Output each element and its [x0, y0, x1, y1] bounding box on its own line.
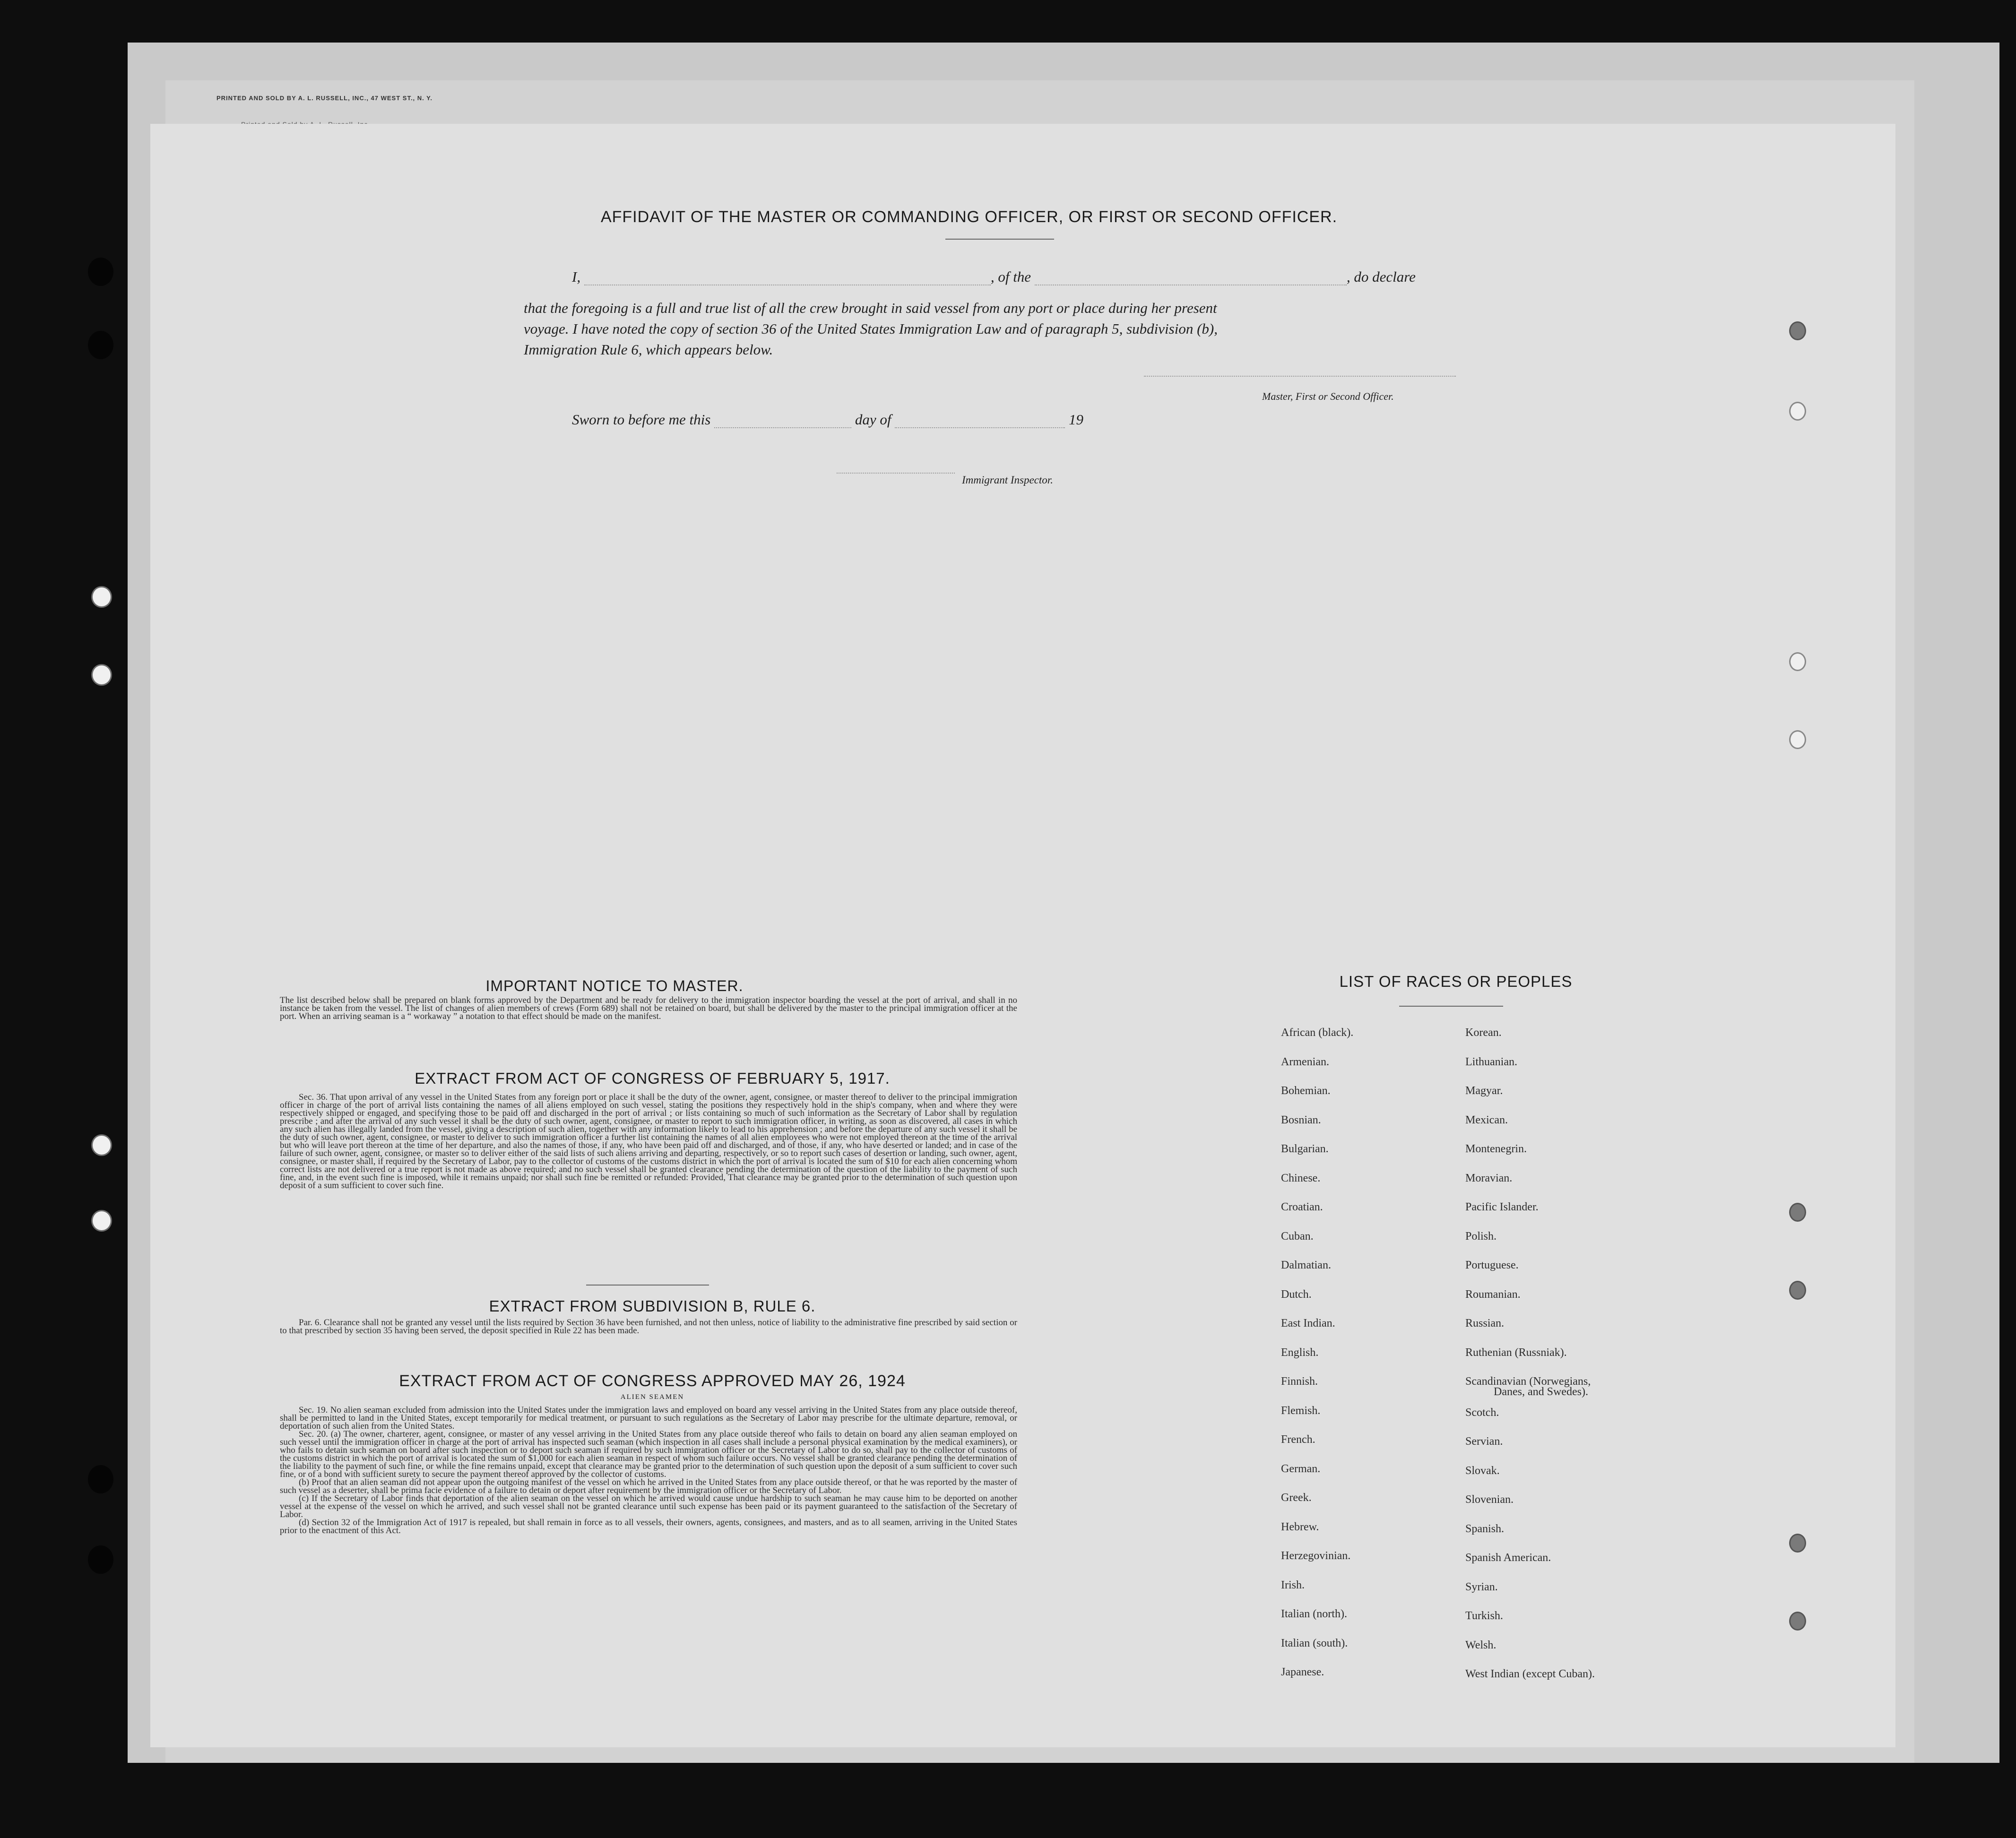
race-item: Dutch. — [1281, 1288, 1312, 1301]
affidavit-title: AFFIDAVIT OF THE MASTER OR COMMANDING OFFICER, OR FIRST OR SECOND OFFICER. — [600, 208, 1338, 226]
sworn-prefix: Sworn to before me this — [572, 411, 711, 428]
race-item: Russian. — [1465, 1317, 1505, 1329]
race-item: Slovenian. — [1465, 1493, 1514, 1506]
race-item: Armenian. — [1281, 1055, 1329, 1068]
races-right-column — [1465, 1018, 1683, 1689]
race-item: Scotch. — [1465, 1406, 1499, 1419]
sworn-line — [572, 411, 1083, 428]
race-item: Dalmatian. — [1281, 1259, 1331, 1271]
punch-hole — [88, 1545, 113, 1574]
affidavit-declare: , do declare — [1346, 268, 1416, 285]
race-item: French. — [1281, 1433, 1315, 1446]
race-item: Slovak. — [1465, 1464, 1500, 1477]
punch-hole — [1789, 1203, 1806, 1222]
race-item: Spanish. — [1465, 1522, 1505, 1535]
printer-imprint: PRINTED AND SOLD BY A. L. RUSSELL, INC., 47 WEST ST., N. Y. — [216, 95, 433, 102]
race-item: Hebrew. — [1281, 1520, 1319, 1533]
race-item: Spanish American. — [1465, 1552, 1551, 1564]
race-item: German. — [1281, 1462, 1321, 1475]
races-left-column — [1281, 1018, 1451, 1687]
races-title: LIST OF RACES OR PEOPLES — [1339, 973, 1573, 990]
affidavit-line4: Immigration Rule 6, which appears below. — [524, 341, 773, 358]
race-item-continuation: Danes, and Swedes). — [1494, 1385, 1588, 1398]
notice-text: The list described below shall be prepared on blank forms approved by the Department and be ready for delivery to the immigration inspector boarding the vessel at the port of arrival, and shall in no instance be taken from the vessel. The list of changes of alien members of crews (Form 689) shall not be retained on board, but shall be delivered by the master to the principal immigration officer at the port. When an arriving seaman is a “ workaway ” a notation to that effect should be made on the manifest. — [280, 995, 1017, 1021]
signature-field[interactable] — [1144, 376, 1456, 377]
race-item: Turkish. — [1465, 1610, 1503, 1622]
extract-1924-body — [280, 1406, 1017, 1535]
race-item: Roumanian. — [1465, 1288, 1521, 1301]
punch-hole — [1789, 1612, 1806, 1631]
race-item: East Indian. — [1281, 1317, 1335, 1329]
punch-hole — [88, 1465, 113, 1493]
subdivision-text: Par. 6. Clearance shall not be granted any vessel until the lists required by Section 36 have been furnished, and not then unless, notice of liability to the administrative fine prescribed by said section or to that prescribed by section 35 having been served, the deposit specified in Rule 22 has been made. — [280, 1318, 1017, 1336]
race-item: Polish. — [1465, 1230, 1497, 1243]
race-item: Ruthenian (Russniak). — [1465, 1346, 1567, 1359]
extract-1917-title: EXTRACT FROM ACT OF CONGRESS OF FEBRUARY 5, 1917. — [415, 1070, 890, 1087]
race-item: Bosnian. — [1281, 1113, 1321, 1126]
punch-hole — [88, 331, 113, 359]
signature-label: Master, First or Second Officer. — [1262, 390, 1394, 402]
race-item: Bulgarian. — [1281, 1143, 1329, 1155]
inspector-label: Immigrant Inspector. — [962, 474, 1053, 486]
extract-1917-text: Sec. 36. That upon arrival of any vessel in the United States from any foreign port or place it shall be the duty of the owner, agent, consignee, or master thereof to deliver to the principal immigration officer in charge of the port of arrival lists containing the names of all aliens employed on such vessel, stating the positions they respectively hold in the ship's company, when and where they were respectively shipped or engaged, and specifying those to be paid off and discharged in the port of arrival ; or lists containing so much of such information as the Secretary of Labor shall by regulation prescribe ; and after the arrival of any such vessel it shall be the duty of such owner, agent, consignee, or master to report to such immigration officer, in writing, as soon as discovered, all cases in which any such alien has illegally landed from the vessel, giving a description of such alien, together with any information likely to lead to his apprehension ; and before the departure of any such vessel it shall be the duty of such owner, agent, consignee, or master to deliver to such immigration officer a further list containing the names of all alien employees who were not employed thereon at the time of the arrival but who will leave port thereon at the time of her departure, and also the names of those, if any, who have been paid off and discharged, and of those, if any, who have deserted or landed; and in case of the failure of such owner, agent, consignee, or master so to deliver either of the said lists of such aliens arriving and departing, respectively, or so to report such cases of desertion or landing, such owner, agent, consignee, or master shall, if required by the Secretary of Labor, pay to the collector of customs of the customs district in which the port of arrival is located the sum of $10 for each alien concerning whom correct lists are not delivered or a true report is not made as above required; and no such vessel shall be granted clearance pending the determination of the question of the liability to the payment of such fine, and, in the event such fine is imposed, while it remains unpaid; nor shall such fine be remitted or refunded: Provided, That clearance may be granted prior to the determination of such question upon deposit of a sum sufficient to cover such fine. — [280, 1092, 1017, 1191]
race-item: Mexican. — [1465, 1113, 1508, 1126]
race-item: Korean. — [1465, 1027, 1502, 1039]
punch-hole — [91, 1134, 112, 1156]
race-item: Moravian. — [1465, 1172, 1513, 1184]
divider — [1399, 1006, 1503, 1007]
race-item: Servian. — [1465, 1435, 1503, 1448]
punch-hole — [91, 586, 112, 608]
sworn-year: 19 — [1068, 411, 1083, 428]
race-item: Magyar. — [1465, 1085, 1503, 1097]
race-item: Chinese. — [1281, 1172, 1321, 1184]
race-item: Flemish. — [1281, 1404, 1321, 1417]
punch-hole — [1789, 1281, 1806, 1300]
punch-hole — [1789, 730, 1806, 749]
affidavit-of-the: , of the — [990, 268, 1031, 285]
race-item: Welsh. — [1465, 1639, 1497, 1651]
affidavit-body — [524, 298, 1479, 360]
affidavit-line2: that the foregoing is a full and true list of all the crew brought in said vessel from any port or place during her present — [524, 300, 1217, 316]
affidavit-line3: voyage. I have noted the copy of section 36 of the United States Immigration Law and of paragraph 5, subdivision (b), — [524, 320, 1218, 337]
sworn-month-field[interactable] — [895, 427, 1065, 428]
race-item: Scandinavian (Norwegians, Danes, and Swedes). — [1465, 1367, 1683, 1398]
race-item: Finnish. — [1281, 1375, 1318, 1388]
race-item: Herzegovinian. — [1281, 1550, 1351, 1562]
race-item: Italian (north). — [1281, 1608, 1347, 1620]
race-item: Greek. — [1281, 1492, 1312, 1504]
race-item: Pacific Islander. — [1465, 1201, 1539, 1213]
race-item: Montenegrin. — [1465, 1143, 1527, 1155]
race-item: English. — [1281, 1346, 1319, 1359]
sworn-day-of: day of — [855, 411, 891, 428]
punch-hole — [91, 1210, 112, 1232]
extract-1924-subtitle: ALIEN SEAMEN — [620, 1393, 684, 1401]
affidavit-i: I, — [572, 268, 581, 285]
subdivision-title: EXTRACT FROM SUBDIVISION B, RULE 6. — [489, 1297, 816, 1315]
race-item: Croatian. — [1281, 1201, 1323, 1213]
race-item: African (black). — [1281, 1027, 1354, 1039]
race-item: Italian (south). — [1281, 1637, 1348, 1649]
sec19-text: Sec. 19. No alien seaman excluded from admission into the United States under the immigration laws and employed on board any vessel arriving in the United States from any place outside thereof, shall be permitted to land in the United States, except temporarily for medical treatment, or pursuant to such regulations as the Secretary of Labor may prescribe for the ultimate departure, removal, or deportation of such alien from the United States. — [280, 1405, 1017, 1431]
affidavit-line1 — [572, 268, 1442, 285]
race-item: Syrian. — [1465, 1580, 1498, 1593]
sec20d-text: (d) Section 32 of the Immigration Act of 1917 is repealed, but shall remain in force as to all vessels, their owners, agents, consignees, and masters, and as to all seamen, arriving in the United States prior to the enactment of this Act. — [280, 1518, 1017, 1536]
race-item: Bohemian. — [1281, 1085, 1331, 1097]
divider — [586, 1285, 709, 1286]
punch-hole — [91, 664, 112, 686]
race-item: Cuban. — [1281, 1230, 1314, 1243]
punch-hole — [88, 258, 113, 286]
inspector-signature-field[interactable] — [837, 473, 955, 474]
punch-hole — [1789, 1534, 1806, 1553]
punch-hole — [1789, 402, 1806, 421]
punch-hole — [1789, 321, 1806, 340]
race-item: Japanese. — [1281, 1666, 1324, 1678]
race-item: Portuguese. — [1465, 1259, 1519, 1271]
extract-1924-title: EXTRACT FROM ACT OF CONGRESS APPROVED MAY 26, 1924 — [399, 1372, 906, 1390]
sec20c-text: (c) If the Secretary of Labor finds that deportation of the alien seaman on the vessel on which he arrived would cause undue hardship to such seaman he may cause him to be deported on another vessel at the expense of the vessel on which he arrived, and such vessel shall not be granted clearance until such expense has been paid or its payment guaranteed to the satisfaction of the Secretary of Labor. — [280, 1493, 1017, 1519]
sworn-day-field[interactable] — [714, 427, 851, 428]
punch-hole — [1789, 652, 1806, 671]
race-item: West Indian (except Cuban). — [1465, 1668, 1595, 1680]
race-item: Irish. — [1281, 1579, 1305, 1591]
race-item: Lithuanian. — [1465, 1055, 1517, 1068]
divider — [945, 239, 1054, 240]
sec20a-text: Sec. 20. (a) The owner, charterer, agent, consignee, or master of any vessel arriving in the United States from any place outside thereof who fails to detain on board any alien seaman employed on such vessel until the immigration officer in charge at the port of arrival has inspected such seaman (which inspection in all cases shall include a personal physical examination by the medical examiners), or who fails to detain such seaman on board after such inspection or to deport such seaman if required by such immigration officer or the Secretary of Labor to do so, shall pay to the collector of customs of the customs district in which the port of arrival is located the sum of $1,000 for each alien seaman in respect of whom such failure occurs. No vessel shall be granted clearance pending the determination of the liability to the payment of such fine, or while the fine remains unpaid, except that clearance may be granted prior to the determination of such question upon the deposit of a sum sufficient to cover such fine, or of a bond with sufficient surety to secure the payment thereof approved by the collector of customs. — [280, 1429, 1017, 1479]
sec20b-text: (b) Proof that an alien seaman did not appear upon the outgoing manifest of the vessel on which he arrived in the United States from any place outside thereof, or that he was reported by the master of such vessel as a deserter, shall be prima facie evidence of a failure to detain or deport after requirement by the immigration officer or the Secretary of Labor. — [280, 1477, 1017, 1495]
notice-title: IMPORTANT NOTICE TO MASTER. — [485, 977, 744, 994]
